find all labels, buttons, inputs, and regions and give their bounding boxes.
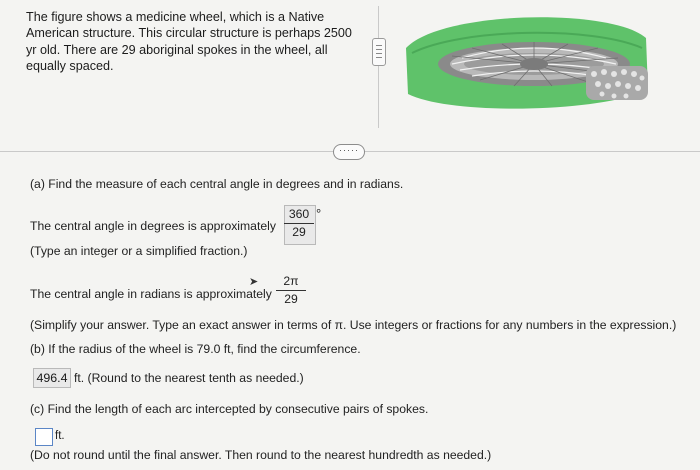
part-a-question-text: (a) Find the measure of each central angle in degrees and in radians. — [30, 177, 404, 191]
degrees-numerator: 360 — [288, 207, 310, 221]
radians-numerator: 2π — [283, 274, 299, 288]
pane-divider — [378, 6, 379, 128]
part-b-unit-hint: ft. (Round to the nearest tenth as needed.) — [74, 371, 304, 385]
radians-hint: (Simplify your answer. Type an exact answer in terms of π. Use integers or fractions for any numbers in the expression.) — [30, 318, 677, 332]
problem-statement — [26, 9, 361, 74]
problem-line: The figure shows a medicine wheel, which is a Native — [26, 10, 325, 24]
degrees-fraction — [284, 207, 314, 240]
part-b-question — [30, 342, 361, 356]
degrees-hint: (Type an integer or a simplified fraction.) — [30, 244, 248, 258]
problem-line: equally spaced. — [26, 58, 114, 73]
fraction-bar — [276, 290, 306, 291]
part-b-question-text: (b) If the radius of the wheel is 79.0 ft, find the circumference. — [30, 342, 361, 356]
degrees-label: The central angle in degrees is approximately — [30, 219, 276, 233]
cairn-stones — [586, 66, 648, 100]
fraction-bar — [284, 223, 314, 224]
problem-line: yr old. There are 29 aboriginal spokes in the wheel, all — [26, 42, 328, 57]
mouse-cursor-icon: ➤ — [249, 276, 259, 288]
arc-length-input[interactable] — [35, 428, 53, 446]
radians-denominator: 29 — [284, 292, 298, 306]
part-c-question — [30, 402, 428, 416]
part-a-question — [30, 177, 403, 191]
problem-line: American structure. This circular structure is perhaps 2500 — [26, 26, 352, 41]
part-c-question-text: (c) Find the length of each arc intercepted by consecutive pairs of spokes. — [30, 402, 429, 416]
expand-button[interactable]: ····· — [333, 144, 365, 160]
part-c-hint: (Do not round until the final answer. Then round to the nearest hundredth as needed.) — [30, 448, 492, 462]
circumference-answer-box[interactable]: 496.4 — [33, 368, 71, 388]
degrees-denominator: 29 — [292, 225, 306, 239]
degree-symbol: ° — [316, 206, 322, 221]
medicine-wheel-figure — [402, 8, 650, 116]
pane-resize-handle[interactable] — [372, 38, 386, 66]
radians-fraction[interactable] — [276, 274, 306, 307]
part-c-unit: ft. — [55, 430, 65, 442]
radians-label: The central angle in radians is approximately — [30, 287, 272, 301]
